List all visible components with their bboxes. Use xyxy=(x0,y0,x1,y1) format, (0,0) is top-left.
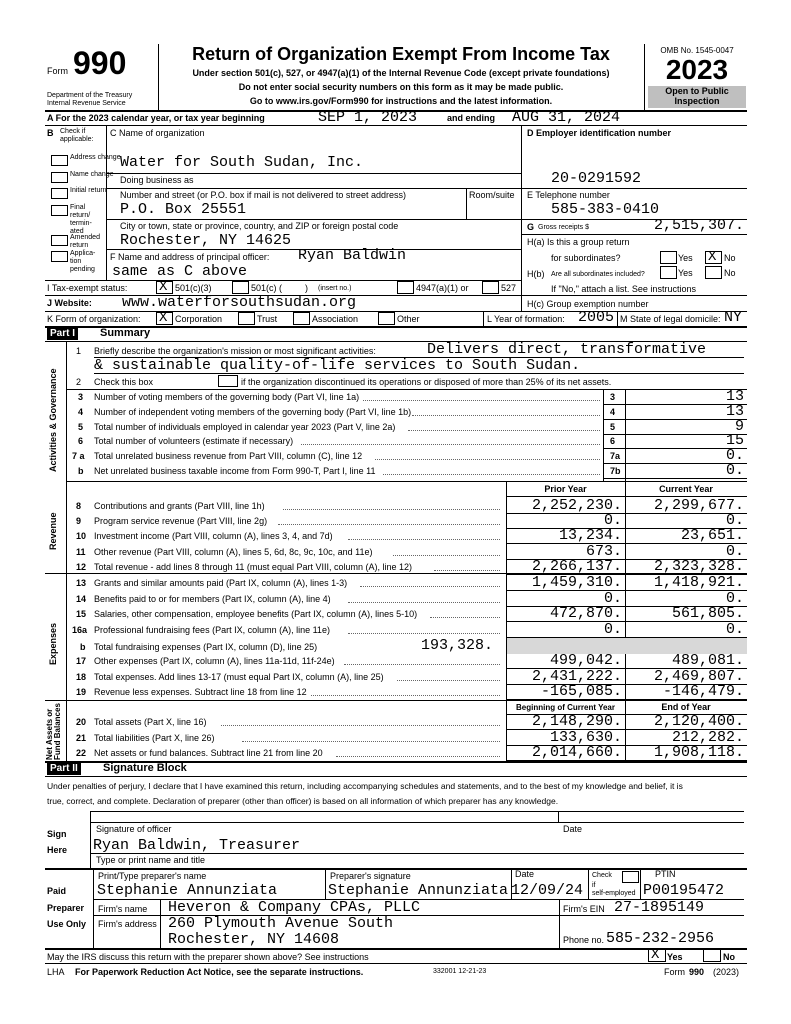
discuss-yes-label: Yes xyxy=(667,952,683,962)
open-public-2: Inspection xyxy=(674,96,720,106)
part2-tag: Part II xyxy=(47,762,81,775)
firm-ein-label: Firm's EIN xyxy=(563,904,605,914)
527-checkbox[interactable] xyxy=(482,281,499,294)
gov-line-value: 0. xyxy=(725,462,744,479)
subordinates-yes-checkbox[interactable] xyxy=(660,266,677,279)
prep-name-label: Print/Type preparer's name xyxy=(98,871,207,881)
exp2-line-num: 19 xyxy=(76,687,87,697)
line16b-num: b xyxy=(80,642,86,652)
subordinates-label: Are all subordinates included? xyxy=(551,271,645,278)
discuss-no-checkbox[interactable] xyxy=(703,949,721,962)
rev-line-num: 11 xyxy=(76,547,86,557)
city-state-zip: Rochester, NY 14625 xyxy=(120,232,292,249)
net-line-current: 212,282. xyxy=(671,729,744,746)
group-return-no-label: No xyxy=(724,253,736,263)
subordinates-no-checkbox[interactable] xyxy=(705,266,722,279)
gov-leader xyxy=(363,400,601,401)
telephone-label: E Telephone number xyxy=(527,190,610,200)
open-public-1: Open to Public xyxy=(665,86,729,96)
group-return-no-mark: X xyxy=(708,249,717,265)
col-end-year: End of Year xyxy=(661,702,711,712)
exp2-line-leader xyxy=(344,664,500,665)
sig-officer-label: Signature of officer xyxy=(96,824,172,834)
exp-line-leader xyxy=(360,586,500,587)
line16b-value: 193,328. xyxy=(420,637,493,654)
gov-line-value: 13 xyxy=(725,388,744,405)
firm-ein: 27-1895149 xyxy=(614,899,705,916)
exp-line-leader xyxy=(430,617,500,618)
org-name: Water for South Sudan, Inc. xyxy=(120,154,364,171)
form-label: Form xyxy=(47,66,68,76)
firm-address-2: Rochester, NY 14608 xyxy=(168,931,340,948)
col-beginning-year: Beginning of Current Year xyxy=(516,703,615,712)
exp2-line-leader xyxy=(311,695,500,696)
side-activities: Activities & Governance xyxy=(48,368,58,472)
other-checkbox[interactable] xyxy=(378,312,395,325)
exp2-line-label: Other expenses (Part IX, column (A), lines 11a-11d, 11f-24e) xyxy=(94,656,335,666)
gov-line-label: Number of voting members of the governing body (Part VI, line 1a) xyxy=(94,392,360,402)
rev-line-num: 12 xyxy=(76,562,87,572)
gov-leader xyxy=(412,415,600,416)
gov-line-value: 0. xyxy=(725,447,744,464)
preparer-label: Preparer xyxy=(47,903,85,913)
gov-line-value: 9 xyxy=(734,418,744,435)
self-employed-checkbox[interactable] xyxy=(622,871,639,883)
exp-line-num: 15 xyxy=(76,609,87,619)
final-return-label: Final return/ termin- ated xyxy=(70,204,92,235)
gov-line-box: 6 xyxy=(610,436,616,446)
net-line-num: 21 xyxy=(76,733,87,743)
rev-line-prior: 673. xyxy=(585,543,622,560)
gross-receipts-label: Gross receipts $ xyxy=(538,224,589,231)
col-prior-year: Prior Year xyxy=(544,484,587,494)
exp2-line-current: 489,081. xyxy=(671,652,744,669)
group-exemption-label: H(c) Group exemption number xyxy=(527,299,649,309)
gov-box-rule-b xyxy=(625,389,626,481)
omb-number: OMB No. 1545-0047 xyxy=(660,46,734,55)
use-only-label: Use Only xyxy=(47,919,87,929)
gov-line-num: 4 xyxy=(78,407,84,417)
check-label: Check xyxy=(592,872,612,879)
501c3-label: 501(c)(3) xyxy=(175,283,212,293)
rev-line-leader xyxy=(393,555,500,556)
exp2-line-prior: 499,042. xyxy=(549,652,622,669)
rev-line-current: 23,651. xyxy=(680,527,744,544)
net-line-num: 20 xyxy=(76,717,87,727)
gov-line-label: Total number of volunteers (estimate if necessary) xyxy=(94,436,294,446)
initial-return-label: Initial return xyxy=(70,187,107,194)
trust-label: Trust xyxy=(257,314,278,324)
col-current-year: Current Year xyxy=(659,484,713,494)
net-line-leader xyxy=(336,756,500,757)
room-suite-label: Room/suite xyxy=(469,190,515,200)
rev-line-prior: 13,234. xyxy=(558,527,622,544)
rev-line-prior: 2,252,230. xyxy=(531,497,622,514)
line2-num: 2 xyxy=(76,377,82,387)
amended-return-label: Amended return xyxy=(70,234,100,249)
gov-line-num: b xyxy=(78,466,84,476)
side-net-assets: Net Assets or Fund Balances xyxy=(45,703,62,760)
perjury-1: Under penalties of perjury, I declare that I have examined this return, including accompanying schedules and statements, and to the best of my knowledge and belief, it is xyxy=(47,781,683,791)
principal-officer-name: Ryan Baldwin xyxy=(298,247,407,264)
gov-line-box: 7a xyxy=(610,451,621,461)
gov-line-num: 6 xyxy=(78,436,84,446)
application-pending-checkbox[interactable] xyxy=(51,251,68,262)
exp2-line-current: 2,469,807. xyxy=(653,668,744,685)
self-employed-label: self-employed xyxy=(592,890,636,897)
applicable: applicable: xyxy=(60,136,94,143)
insert-no-label: (insert no.) xyxy=(318,285,352,292)
if-label: if xyxy=(592,882,596,889)
gov-line-label: Total number of individuals employed in calendar year 2023 (Part V, line 2a) xyxy=(94,422,396,432)
exp-line-label: Benefits paid to or for members (Part IX, column (A), line 4) xyxy=(94,594,331,604)
sig-date-label: Date xyxy=(563,824,583,834)
exp2-line-num: 18 xyxy=(76,672,87,682)
exp-line-current: 0. xyxy=(725,621,744,638)
gov-line-label: Total unrelated business revenue from Part VIII, column (C), line 12 xyxy=(94,451,363,461)
gov-line-box: 4 xyxy=(610,407,616,417)
here-label: Here xyxy=(47,845,68,855)
sign-label: Sign xyxy=(47,829,67,839)
rev-line-label: Other revenue (Part VIII, column (A), lines 5, 6d, 8c, 9c, 10c, and 11e) xyxy=(94,547,373,557)
exp-line-num: 14 xyxy=(76,594,87,604)
dept-label: Department of the Treasury xyxy=(47,92,133,99)
gov-line-num: 3 xyxy=(78,392,84,402)
501c3-mark: X xyxy=(159,279,168,295)
name-change-label: Name change xyxy=(70,171,114,178)
rev-line-leader xyxy=(278,524,500,525)
exp-line-prior: 0. xyxy=(603,590,622,607)
address-change-checkbox[interactable] xyxy=(51,155,68,166)
subtitle-2: Do not enter social security numbers on this form as it may be made public. xyxy=(238,82,564,92)
gov-leader xyxy=(383,474,600,475)
preparer-signature: Stephanie Annunziata xyxy=(328,882,509,899)
exp-line-leader xyxy=(348,602,500,603)
line2-label-a: Check this box xyxy=(94,377,154,387)
subordinates-no-label: No xyxy=(724,268,736,278)
form-of-org-label: K Form of organization: xyxy=(47,314,141,324)
gov-line-value: 13 xyxy=(725,403,744,420)
exp-line-current: 1,418,921. xyxy=(653,574,744,591)
gross-receipts-g: G xyxy=(527,222,535,232)
part2-title: Signature Block xyxy=(103,762,187,774)
paid-label: Paid xyxy=(47,886,67,896)
exp2-line-label: Total expenses. Add lines 13-17 (must equal Part IX, column (A), line 25) xyxy=(94,672,384,682)
year-formation-label: L Year of formation: xyxy=(487,314,565,324)
exp-line-prior: 472,870. xyxy=(549,605,622,622)
firm-name-label: Firm's name xyxy=(98,904,148,914)
net-line-rule xyxy=(506,760,747,761)
gross-receipts-value: 2,515,307. xyxy=(653,217,744,234)
check-if: Check if xyxy=(60,128,86,135)
4947-checkbox[interactable] xyxy=(397,281,414,294)
exp-line-prior: 0. xyxy=(603,621,622,638)
firm-address-label: Firm's address xyxy=(98,919,157,929)
501c-checkbox[interactable] xyxy=(232,281,249,294)
exp2-line-leader xyxy=(397,680,500,681)
gov-line-label: Net unrelated business taxable income from Form 990-T, Part I, line 11 xyxy=(94,466,376,476)
527-label: 527 xyxy=(501,283,517,293)
exp2-line-rule xyxy=(506,699,747,700)
4947-label: 4947(a)(1) or xyxy=(416,283,469,293)
mission-line-1: Delivers direct, transformative xyxy=(427,341,707,358)
form-title: Return of Organization Exempt From Income Tax xyxy=(192,44,610,64)
group-return-label: H(a) Is this a group return xyxy=(527,237,630,247)
ptin-label: PTIN xyxy=(655,869,676,879)
rev-line-num: 8 xyxy=(76,501,82,511)
attach-list-note: If "No," attach a list. See instructions xyxy=(551,284,696,294)
rev-line-prior: 0. xyxy=(603,512,622,529)
rev-line-label: Total revenue - add lines 8 through 11 (must equal Part VIII, column (A), line 12) xyxy=(94,562,412,572)
exp-line-leader xyxy=(348,633,500,634)
exp-line-rule xyxy=(506,637,747,638)
exp-line-num: 13 xyxy=(76,578,87,588)
501c3-checkbox[interactable] xyxy=(156,281,173,294)
rev-line-leader xyxy=(434,570,500,571)
gov-line-value: 15 xyxy=(725,432,744,449)
exp-line-label: Grants and similar amounts paid (Part IX, column (A), lines 1-3) xyxy=(94,578,348,588)
net-line-prior: 2,014,660. xyxy=(531,744,622,761)
principal-officer-address: same as C above xyxy=(112,263,248,280)
discuss-label: May the IRS discuss this return with the preparer shown above? See instructions xyxy=(47,952,369,962)
net-line-current: 2,120,400. xyxy=(653,713,744,730)
tax-year-begin: SEP 1, 2023 xyxy=(318,109,418,126)
website-label: J Website: xyxy=(47,298,92,308)
and-ending: and ending xyxy=(447,113,495,123)
rev-line-prior: 2,266,137. xyxy=(531,558,622,575)
type-name-label: Type or print name and title xyxy=(96,855,206,865)
principal-officer-label: F Name and address of principal officer: xyxy=(110,252,270,262)
501c-close: ) xyxy=(305,283,308,293)
firm-phone-label: Phone no. xyxy=(563,935,605,945)
subtitle-1: Under section 501(c), 527, or 4947(a)(1) of the Internal Revenue Code (except private foundations) xyxy=(192,68,610,78)
ein-label: D Employer identification number xyxy=(527,128,672,138)
rev-line-leader xyxy=(283,509,501,510)
firm-phone: 585-232-2956 xyxy=(606,930,715,947)
exp-line-label: Salaries, other compensation, employee benefits (Part IX, column (A), lines 5-10) xyxy=(94,609,418,619)
gov-line-num: 5 xyxy=(78,422,84,432)
subordinates-yes-label: Yes xyxy=(678,268,693,278)
line16b-label: Total fundraising expenses (Part IX, column (D), line 25) xyxy=(94,642,318,652)
address-change-label: Address change xyxy=(70,154,121,161)
rev-line-num: 10 xyxy=(76,531,87,541)
discuss-yes-mark: X xyxy=(651,947,660,963)
other-label: Other xyxy=(397,314,420,324)
prep-date-label: Date xyxy=(515,869,535,879)
form-code: 332001 12-21-23 xyxy=(433,968,487,975)
form-number: 990 xyxy=(73,45,127,81)
tax-year-end: AUG 31, 2024 xyxy=(512,109,621,126)
side-revenue: Revenue xyxy=(48,512,58,550)
group-return-no-checkbox[interactable] xyxy=(705,251,722,264)
dba-label: Doing business as xyxy=(120,175,194,185)
tax-exempt-label: I Tax-exempt status: xyxy=(47,283,128,293)
exp2-line-prior: -165,085. xyxy=(540,683,622,700)
telephone-value: 585-383-0410 xyxy=(551,201,660,218)
trust-checkbox[interactable] xyxy=(238,312,255,325)
footer-form-number: 990 xyxy=(689,967,705,977)
rev-line-label: Program service revenue (Part VIII, line 2g) xyxy=(94,516,268,526)
gov-line-num: 7 a xyxy=(72,451,85,461)
subtitle-3: Go to www.irs.gov/Form990 for instructions and the latest information. xyxy=(249,96,553,106)
net-line-label: Total liabilities (Part X, line 26) xyxy=(94,733,215,743)
gov-leader xyxy=(301,444,600,445)
association-checkbox[interactable] xyxy=(293,312,310,325)
discuss-no-label: No xyxy=(723,952,735,962)
gov-leader xyxy=(408,430,600,431)
prep-sig-label: Preparer's signature xyxy=(330,871,411,881)
net-line-num: 22 xyxy=(76,748,87,758)
net-line-leader xyxy=(242,741,501,742)
firm-address-1: 260 Plymouth Avenue South xyxy=(168,915,394,932)
amended-return-checkbox[interactable] xyxy=(51,235,68,246)
preparer-name: Stephanie Annunziata xyxy=(97,882,278,899)
street-label: Number and street (or P.O. box if mail is not delivered to street address) xyxy=(120,190,406,200)
tax-year: 2023 xyxy=(665,54,729,85)
legal-domicile-value: NY xyxy=(724,309,743,326)
ptin-value: P00195472 xyxy=(643,882,725,899)
gov-box-rule-a xyxy=(603,389,604,481)
exp-line-current: 561,805. xyxy=(671,605,744,622)
net-line-prior: 133,630. xyxy=(549,729,622,746)
rev-line-label: Contributions and grants (Part VIII, line 1h) xyxy=(94,501,265,511)
initial-return-checkbox[interactable] xyxy=(51,188,68,199)
exp-line-num: 16a xyxy=(72,625,88,635)
exp-line-label: Professional fundraising fees (Part IX, column (A), line 11e) xyxy=(94,625,330,635)
corporation-mark: X xyxy=(159,310,168,326)
501c-label: 501(c) ( xyxy=(251,283,283,293)
net-line-current: 1,908,118. xyxy=(653,744,744,761)
final-return-checkbox[interactable] xyxy=(51,205,68,216)
discuss-yes-checkbox[interactable] xyxy=(648,949,666,962)
part1-title: Summary xyxy=(100,327,151,339)
gov-line-box: 5 xyxy=(610,422,616,432)
group-return-yes-label: Yes xyxy=(678,253,693,263)
officer-name-title: Ryan Baldwin, Treasurer xyxy=(93,837,301,854)
street-address: P.O. Box 25551 xyxy=(120,201,247,218)
website-value[interactable]: www.waterforsouthsudan.org xyxy=(122,294,357,311)
application-pending-label: Applica- tion pending xyxy=(70,250,96,273)
gov-line-box: 3 xyxy=(610,392,616,402)
name-change-checkbox[interactable] xyxy=(51,172,68,183)
association-label: Association xyxy=(312,314,359,324)
exp2-line-num: 17 xyxy=(76,656,87,666)
exp-line-prior: 1,459,310. xyxy=(531,574,622,591)
lha-label: LHA xyxy=(47,967,65,977)
footer-form-year: (2023) xyxy=(713,967,740,977)
net-line-label: Net assets or fund balances. Subtract line 21 from line 20 xyxy=(94,748,323,758)
line1-label: Briefly describe the organization's mission or most significant activities: xyxy=(94,346,376,356)
net-line-label: Total assets (Part X, line 16) xyxy=(94,717,207,727)
firm-name: Heveron & Company CPAs, PLLC xyxy=(168,899,421,916)
year-formation-value: 2005 xyxy=(578,309,615,326)
corporation-label: Corporation xyxy=(175,314,223,324)
side-expenses: Expenses xyxy=(48,622,58,665)
section-b-label: B xyxy=(47,128,54,138)
net-line-prior: 2,148,290. xyxy=(531,713,622,730)
footer-form-label: Form xyxy=(664,967,685,977)
rev-line-current: 0. xyxy=(725,512,744,529)
legal-domicile-label: M State of legal domicile: xyxy=(620,314,721,324)
perjury-2: true, correct, and complete. Declaration of preparer (other than officer) is based on all information of which preparer has any knowledge. xyxy=(47,796,559,806)
rev-line-current: 0. xyxy=(725,543,744,560)
net-line-leader xyxy=(221,725,500,726)
rev-line-leader xyxy=(348,539,500,540)
mission-line-2: & sustainable quality-of-life services to South Sudan. xyxy=(94,357,581,374)
irs-label: Internal Revenue Service xyxy=(47,100,126,107)
exp2-line-current: -146,479. xyxy=(662,683,744,700)
rev-line-current: 2,323,328. xyxy=(653,558,744,575)
paperwork-notice: For Paperwork Reduction Act Notice, see the separate instructions. xyxy=(75,967,364,977)
preparer-date: 12/09/24 xyxy=(511,882,584,899)
discontinued-checkbox[interactable] xyxy=(218,375,238,387)
line2-label-b: if the organization discontinued its operations or disposed of more than 25% of its net assets. xyxy=(241,377,612,387)
gov-line-box: 7b xyxy=(610,466,621,476)
rev-line-current: 2,299,677. xyxy=(653,497,744,514)
line1-num: 1 xyxy=(76,346,82,356)
group-return-yes-checkbox[interactable] xyxy=(660,251,677,264)
ein-value: 20-0291592 xyxy=(551,170,642,187)
exp-line-current: 0. xyxy=(725,590,744,607)
group-return-label-2: for subordinates? xyxy=(551,253,621,263)
part1-tag: Part I xyxy=(47,327,78,340)
org-name-label: C Name of organization xyxy=(110,128,205,138)
exp2-line-label: Revenue less expenses. Subtract line 18 from line 12 xyxy=(94,687,307,697)
city-label: City or town, state or province, country, and ZIP or foreign postal code xyxy=(120,221,399,231)
gov-leader xyxy=(375,459,600,460)
rev-line-num: 9 xyxy=(76,516,82,526)
corporation-checkbox[interactable] xyxy=(156,312,173,325)
exp2-line-prior: 2,431,222. xyxy=(531,668,622,685)
rev-line-label: Investment income (Part VIII, column (A), lines 3, 4, and 7d) xyxy=(94,531,333,541)
line-a-label: A For the 2023 calendar year, or tax year beginning xyxy=(47,113,265,123)
subordinates-label-hb: H(b) xyxy=(527,269,545,279)
gov-line-label: Number of independent voting members of the governing body (Part VI, line 1b) xyxy=(94,407,412,417)
